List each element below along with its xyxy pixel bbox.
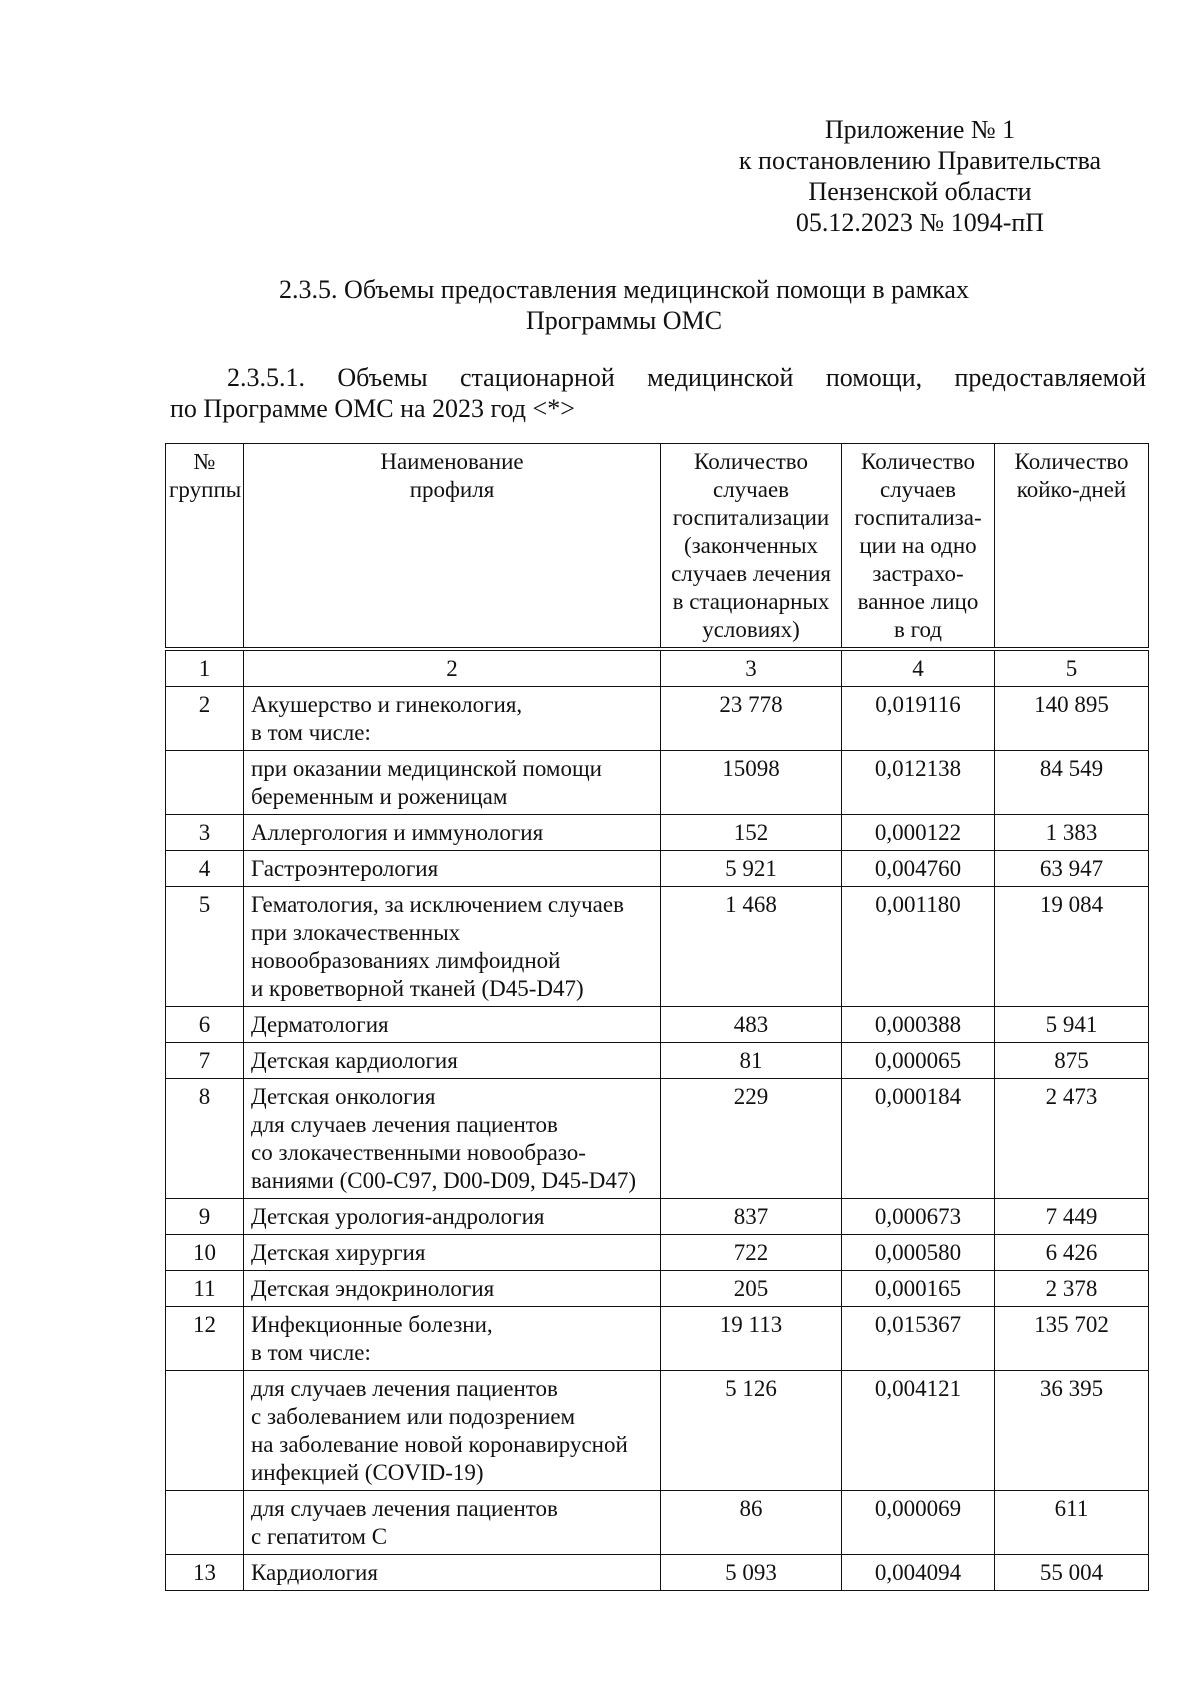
table-row <box>166 1199 1149 1235</box>
profile-name-line: на заболевание новой коронавирусной <box>251 1432 628 1457</box>
header-group-number-line: группы <box>169 477 242 502</box>
header-hospitalization-cases-line: госпитализации <box>672 505 830 530</box>
section-title-line1: 2.3.5. Объемы предоставления медицинской помощи в рамках <box>279 275 969 304</box>
group-number-cell: 7 <box>166 1043 244 1079</box>
column-number-row <box>166 649 1149 687</box>
header-hospitalization-cases <box>661 444 842 650</box>
group-number-cell <box>166 1491 244 1555</box>
table-row <box>166 751 1149 815</box>
header-bed-days-line: Количество <box>1014 449 1129 474</box>
group-number-cell: 12 <box>166 1307 244 1371</box>
bed-days-cell: 36 395 <box>995 1371 1149 1491</box>
hospitalization-cases-cell: 86 <box>661 1491 842 1555</box>
profile-name-line: ваниями (C00-C97, D00-D09, D45-D47) <box>251 1168 636 1193</box>
header-cases-per-insured-line: госпитализа- <box>854 505 982 530</box>
subsection-heading-line1: 2.3.5.1. Объемы стационарной медицинской помощи, предоставляемой <box>227 363 1146 392</box>
table-row <box>166 1079 1149 1199</box>
bed-days-cell: 140 895 <box>995 687 1149 751</box>
profile-name-line: Детская хирургия <box>251 1240 426 1265</box>
hospitalization-cases-cell: 483 <box>661 1007 842 1043</box>
header-cases-per-insured-line: в год <box>893 617 942 642</box>
cases-per-insured-cell: 0,019116 <box>842 687 995 751</box>
profile-name-line: в том числе: <box>251 720 371 745</box>
profile-name-cell <box>244 1371 661 1491</box>
table-body <box>166 649 1149 1591</box>
hospitalization-cases-cell: 81 <box>661 1043 842 1079</box>
cases-per-insured-cell: 0,001180 <box>842 887 995 1007</box>
profile-name-line: Детская кардиология <box>251 1048 458 1073</box>
bed-days-cell: 7 449 <box>995 1199 1149 1235</box>
profile-name-cell <box>244 1043 661 1079</box>
group-number-cell: 13 <box>166 1555 244 1591</box>
bed-days-cell: 875 <box>995 1043 1149 1079</box>
bed-days-cell: 55 004 <box>995 1555 1149 1591</box>
cases-per-insured-cell: 0,000069 <box>842 1491 995 1555</box>
profile-name-cell <box>244 1555 661 1591</box>
profile-name-cell <box>244 1079 661 1199</box>
table-row <box>166 1307 1149 1371</box>
column-number: 5 <box>995 649 1149 687</box>
column-number: 4 <box>842 649 995 687</box>
header-cases-per-insured <box>842 444 995 650</box>
subsection-heading-line2: по Программе ОМС на 2023 год <*> <box>170 394 575 423</box>
cases-per-insured-cell: 0,004760 <box>842 851 995 887</box>
header-hospitalization-cases-line: случаев <box>712 477 790 502</box>
profile-name-cell <box>244 815 661 851</box>
column-number: 1 <box>166 649 244 687</box>
header-group-number <box>166 444 244 650</box>
bed-days-cell: 6 426 <box>995 1235 1149 1271</box>
hospitalization-cases-cell: 15098 <box>661 751 842 815</box>
cases-per-insured-cell: 0,004121 <box>842 1371 995 1491</box>
cases-per-insured-cell: 0,000065 <box>842 1043 995 1079</box>
profile-name-line: Кардиология <box>251 1560 378 1585</box>
header-bed-days-line: койко-дней <box>1016 477 1127 502</box>
profile-name-line: Детская урология-андрология <box>251 1204 545 1229</box>
bed-days-cell: 1 383 <box>995 815 1149 851</box>
table-row <box>166 1007 1149 1043</box>
profile-name-cell <box>244 1491 661 1555</box>
table-header-row <box>166 444 1149 650</box>
appendix-block <box>700 114 1140 238</box>
hospitalization-cases-cell: 5 921 <box>661 851 842 887</box>
profile-name-cell <box>244 1271 661 1307</box>
bed-days-cell: 5 941 <box>995 1007 1149 1043</box>
header-hospitalization-cases-line: (законченных <box>683 533 819 558</box>
header-profile-name-line: профиля <box>409 477 495 502</box>
appendix-resolution: к постановлению Правительства <box>738 146 1102 175</box>
profile-name-line: Детская эндокринология <box>251 1276 495 1301</box>
header-cases-per-insured-line: ванное лицо <box>857 589 979 614</box>
header-profile-name <box>244 444 661 650</box>
hospitalization-cases-cell: 1 468 <box>661 887 842 1007</box>
profile-name-line: новообразованиях лимфоидной <box>251 948 561 973</box>
group-number-cell: 11 <box>166 1271 244 1307</box>
profile-name-cell <box>244 851 661 887</box>
header-hospitalization-cases-line: условиях) <box>702 617 800 642</box>
cases-per-insured-cell: 0,004094 <box>842 1555 995 1591</box>
hospitalization-cases-cell: 722 <box>661 1235 842 1271</box>
appendix-title: Приложение № 1 <box>824 115 1016 144</box>
profile-name-line: Аллергология и иммунология <box>251 820 544 845</box>
header-profile-name-line: Наименование <box>380 449 524 474</box>
profile-name-cell <box>244 1307 661 1371</box>
header-hospitalization-cases-line: Количество <box>694 449 808 474</box>
profile-name-line: при злокачественных <box>251 920 461 945</box>
profile-name-line: для случаев лечения пациентов <box>251 1496 558 1521</box>
table-row <box>166 851 1149 887</box>
profile-name-line: с гепатитом С <box>251 1524 388 1549</box>
profile-name-line: при оказании медицинской помощи <box>251 756 602 781</box>
cases-per-insured-cell: 0,000122 <box>842 815 995 851</box>
profile-name-line: для случаев лечения пациентов <box>251 1112 558 1137</box>
header-bed-days <box>995 444 1149 650</box>
table-row <box>166 1235 1149 1271</box>
profile-name-line: Гематология, за исключением случаев <box>251 892 624 917</box>
group-number-cell: 3 <box>166 815 244 851</box>
cases-per-insured-cell: 0,015367 <box>842 1307 995 1371</box>
profile-name-line: и кроветворной тканей (D45-D47) <box>251 976 584 1001</box>
cases-per-insured-cell: 0,000184 <box>842 1079 995 1199</box>
bed-days-cell: 19 084 <box>995 887 1149 1007</box>
profile-name-line: Детская онкология <box>251 1084 436 1109</box>
profile-name-line: в том числе: <box>251 1340 371 1365</box>
group-number-cell: 4 <box>166 851 244 887</box>
table-row <box>166 1043 1149 1079</box>
bed-days-cell: 611 <box>995 1491 1149 1555</box>
profile-name-cell <box>244 751 661 815</box>
bed-days-cell: 2 378 <box>995 1271 1149 1307</box>
table-row <box>166 1371 1149 1491</box>
bed-days-cell: 84 549 <box>995 751 1149 815</box>
profile-name-cell <box>244 887 661 1007</box>
group-number-cell: 5 <box>166 887 244 1007</box>
profile-name-line: для случаев лечения пациентов <box>251 1376 558 1401</box>
profile-name-line: Инфекционные болезни, <box>251 1312 493 1337</box>
profile-name-line: с заболеванием или подозрением <box>251 1404 576 1429</box>
group-number-cell: 8 <box>166 1079 244 1199</box>
bed-days-cell: 2 473 <box>995 1079 1149 1199</box>
group-number-cell <box>166 751 244 815</box>
profile-name-cell <box>244 687 661 751</box>
cases-per-insured-cell: 0,000580 <box>842 1235 995 1271</box>
cases-per-insured-cell: 0,000673 <box>842 1199 995 1235</box>
header-cases-per-insured-line: случаев <box>879 477 957 502</box>
header-cases-per-insured-line: застрахо- <box>872 561 964 586</box>
group-number-cell: 9 <box>166 1199 244 1235</box>
profile-name-line: Гастроэнтерология <box>251 856 439 881</box>
column-number: 2 <box>244 649 661 687</box>
table-row <box>166 815 1149 851</box>
profile-name-cell <box>244 1199 661 1235</box>
table-row <box>166 687 1149 751</box>
hospitalization-cases-cell: 19 113 <box>661 1307 842 1371</box>
hospitalization-cases-cell: 205 <box>661 1271 842 1307</box>
profile-name-line: инфекцией (COVID-19) <box>251 1460 484 1485</box>
section-title-line2: Программы ОМС <box>525 306 723 335</box>
subsection-heading <box>170 362 1146 424</box>
header-cases-per-insured-line: ции на одно <box>859 533 977 558</box>
table-row <box>166 1491 1149 1555</box>
bed-days-cell: 63 947 <box>995 851 1149 887</box>
column-number: 3 <box>661 649 842 687</box>
hospitalization-cases-cell: 152 <box>661 815 842 851</box>
profile-name-line: беременным и роженицам <box>251 784 508 809</box>
bed-days-cell: 135 702 <box>995 1307 1149 1371</box>
cases-per-insured-cell: 0,000165 <box>842 1271 995 1307</box>
hospitalization-cases-cell: 837 <box>661 1199 842 1235</box>
hospitalization-cases-cell: 229 <box>661 1079 842 1199</box>
appendix-region: Пензенской области <box>808 177 1032 206</box>
appendix-date-number: 05.12.2023 № 1094-пП <box>795 208 1045 237</box>
table-row <box>166 1555 1149 1591</box>
table-row <box>166 887 1149 1007</box>
group-number-cell: 6 <box>166 1007 244 1043</box>
hospitalization-cases-cell: 5 126 <box>661 1371 842 1491</box>
hospitalization-cases-cell: 23 778 <box>661 687 842 751</box>
header-hospitalization-cases-line: в стационарных <box>672 589 830 614</box>
section-title <box>168 274 1080 336</box>
table-row <box>166 1271 1149 1307</box>
profile-name-cell <box>244 1007 661 1043</box>
volumes-table <box>165 443 1149 1591</box>
header-group-number-line: № <box>193 449 216 474</box>
cases-per-insured-cell: 0,000388 <box>842 1007 995 1043</box>
header-hospitalization-cases-line: случаев лечения <box>671 561 831 586</box>
profile-name-line: Акушерство и гинекология, <box>251 692 523 717</box>
cases-per-insured-cell: 0,012138 <box>842 751 995 815</box>
group-number-cell <box>166 1371 244 1491</box>
group-number-cell: 2 <box>166 687 244 751</box>
header-cases-per-insured-line: Количество <box>861 449 975 474</box>
hospitalization-cases-cell: 5 093 <box>661 1555 842 1591</box>
profile-name-line: со злокачественными новообразо- <box>251 1140 586 1165</box>
group-number-cell: 10 <box>166 1235 244 1271</box>
profile-name-cell <box>244 1235 661 1271</box>
profile-name-line: Дерматология <box>251 1012 389 1037</box>
